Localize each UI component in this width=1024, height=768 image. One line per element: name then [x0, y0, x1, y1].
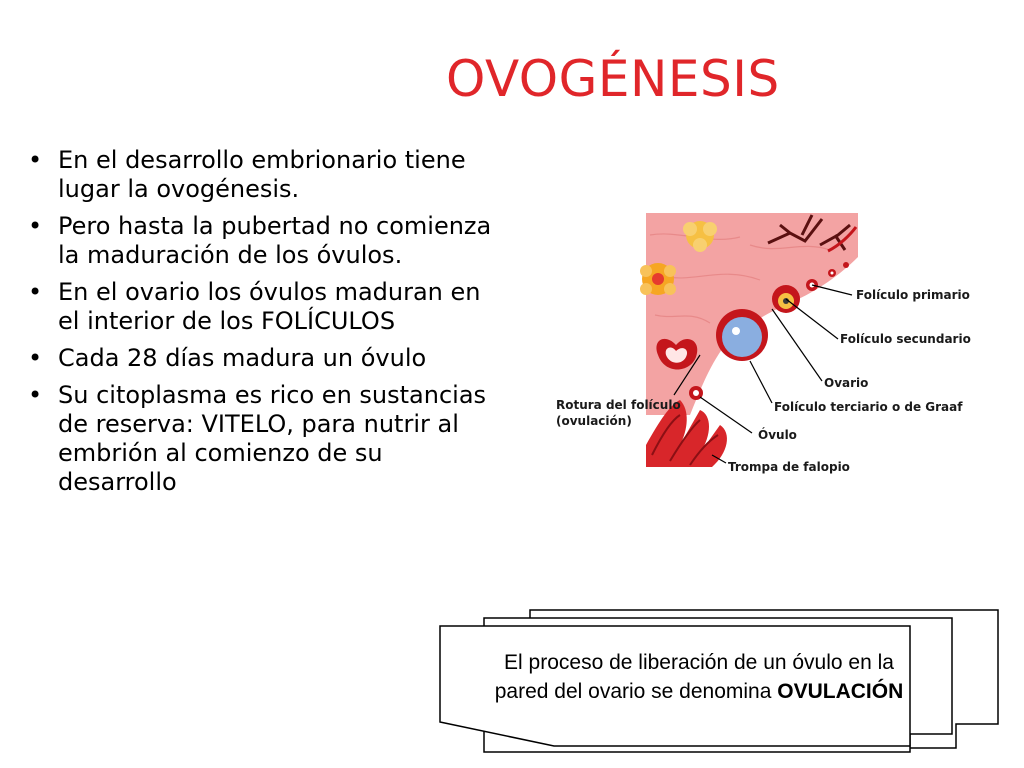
bullet-item	[26, 212, 506, 270]
bullet-item	[26, 146, 506, 204]
ovary-illustration	[540, 205, 980, 480]
bullet-text: Cada 28 días madura un óvulo	[58, 344, 427, 372]
slide-title: OVOGÉNESIS	[446, 50, 780, 108]
yellow-follicle	[640, 263, 676, 295]
bullet-dot: •	[28, 381, 43, 409]
bullet-item	[26, 344, 506, 373]
label-rupture: Rotura del folículo	[556, 398, 681, 412]
bullet-dot: •	[28, 278, 43, 306]
bullet-dot: •	[28, 146, 43, 174]
bullet-text: En el ovario los óvulos maduran en el interior de los FOLÍCULOS	[58, 278, 481, 335]
bullet-item	[26, 278, 506, 336]
bullet-dot: •	[28, 212, 43, 240]
ovulation-note-text	[494, 648, 904, 706]
label-primary-follicle: Folículo primario	[856, 288, 970, 302]
label-rupture-ovulation: (ovulación)	[556, 414, 632, 428]
label-fallopian-tube: Trompa de falopio	[728, 460, 850, 474]
label-ovum: Óvulo	[758, 428, 797, 442]
label-secondary-follicle: Folículo secundario	[840, 332, 971, 346]
bullet-item	[26, 381, 506, 497]
note-text-bold: OVULACIÓN	[777, 680, 904, 703]
bullet-text: Su citoplasma es rico en sustancias de reserva: VITELO, para nutrir al embrión al comienzo de su desarrollo	[58, 381, 487, 496]
ovulation-note	[436, 606, 1002, 756]
bullet-dot: •	[28, 344, 43, 372]
label-tertiary-follicle: Folículo terciario o de Graaf	[774, 400, 963, 414]
label-ovary: Ovario	[824, 376, 869, 390]
bullet-text: Pero hasta la pubertad no comienza la maduración de los óvulos.	[58, 212, 492, 269]
note-text-regular: El proceso de liberación de un óvulo en la pared del ovario se denomina	[494, 651, 894, 703]
bullet-list	[26, 146, 506, 505]
bullet-text: En el desarrollo embrionario tiene lugar la ovogénesis.	[58, 146, 466, 203]
